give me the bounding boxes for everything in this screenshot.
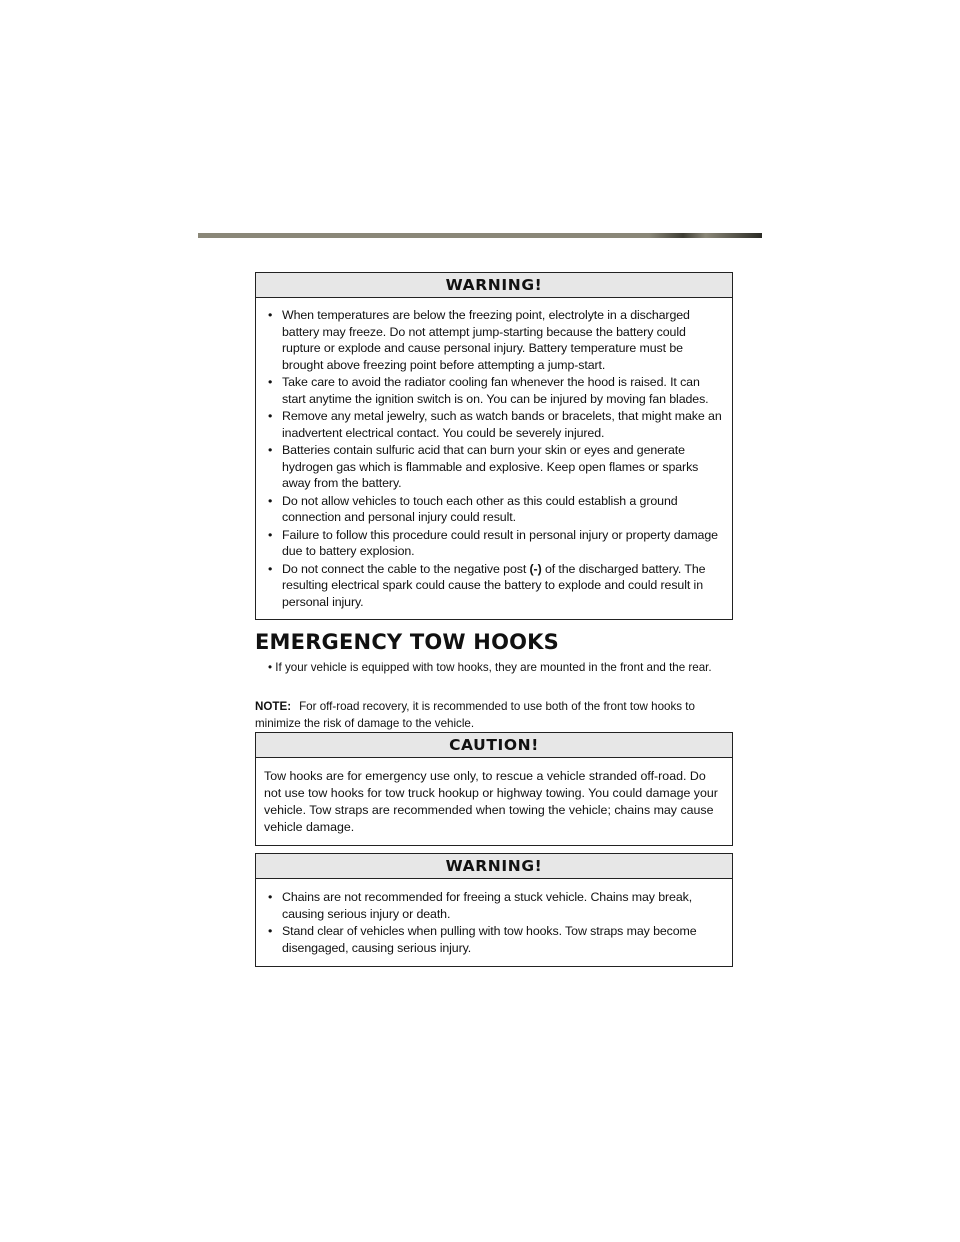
section-heading: EMERGENCY TOW HOOKS [255,630,559,654]
bullet-glyph: • [268,443,273,457]
warning-item-text: Stand clear of vehicles when pulling with tow hooks. Tow straps may become disengaged, causing serious injury. [282,924,697,955]
bullet-glyph: • [268,661,273,674]
caution-box [255,732,733,846]
note-text: For off-road recovery, it is recommended to use both of the front tow hooks to minimize the risk of damage to the vehicle. [255,699,695,730]
warning-item [264,923,722,956]
warning-list [264,307,722,560]
bullet-glyph: • [268,890,273,904]
warning-title: WARNING! [256,273,732,298]
bullet-glyph: • [268,308,273,322]
note-label: NOTE: [255,699,292,713]
note-paragraph [255,698,735,732]
bullet-glyph: • [268,924,273,938]
warning-item-text: Batteries contain sulfuric acid that can burn your skin or eyes and generate hydrogen gas which is flammable and explosive. Keep open flames or sparks away from the battery. [282,443,699,490]
warning-item [264,527,722,560]
warning-item [264,442,722,492]
caution-text: Tow hooks are for emergency use only, to rescue a vehicle stranded off-road. Do not use tow hooks for tow truck hookup or highway towing. You could damage your vehicle. Tow straps are recommended when towing the vehicle; chains may cause vehicle damage. [264,769,718,834]
warning-list-last [264,561,722,611]
warning-item-text: When temperatures are below the freezing point, electrolyte in a discharged battery may freeze. Do not attempt jump-starting because the battery could rupture or explode and cause personal injury. Battery temperature must be brought above freezing point before attempting a jump-start. [282,308,690,372]
warning-item [264,374,722,407]
bullet-glyph: • [268,493,273,508]
tow-hooks-bullet-text: If your vehicle is equipped with tow hooks, they are mounted in the front and the rear. [275,661,712,674]
warning-body [256,879,732,966]
warning-item [264,561,722,611]
bullet-glyph: • [268,527,273,542]
warning-item-text: Chains are not recommended for freeing a stuck vehicle. Chains may break, causing serious injury or death. [282,890,693,921]
warning-item [264,307,722,373]
warning-item-text: Failure to follow this procedure could result in personal injury or property damage due to battery explosion. [282,527,718,558]
warning-item-text-cont: of the discharged battery. The resulting electrical spark could cause the battery to explode and could result in personal injury. [282,561,706,609]
warning-body [256,298,732,619]
warning-item-text: Take care to avoid the radiator cooling fan whenever the hood is raised. It can start anytime the ignition switch is on. You can be injured by moving fan blades. [282,375,709,406]
bullet-glyph: • [268,375,273,389]
bullet-glyph: • [268,561,273,576]
warning-item-text: Do not allow vehicles to touch each other as this could establish a ground connection and personal injury could result. [282,493,678,524]
warning-item [264,408,722,441]
warning-box-tow [255,853,733,967]
negative-post-symbol: (-) [529,561,542,576]
caution-title: CAUTION! [256,733,732,758]
warning-box-battery [255,272,733,620]
warning-list [264,889,722,956]
caution-body [256,758,732,845]
warning-item [264,889,722,922]
warning-item-text: Do not connect the cable to the negative post [282,561,530,576]
tow-hooks-bullet [268,660,712,675]
warning-title: WARNING! [256,854,732,879]
warning-item-text: Remove any metal jewelry, such as watch bands or bracelets, that might make an inadvertent electrical contact. You could be severely injured. [282,409,722,440]
bullet-glyph: • [268,409,273,423]
warning-item [264,493,722,526]
header-rule [198,233,762,238]
